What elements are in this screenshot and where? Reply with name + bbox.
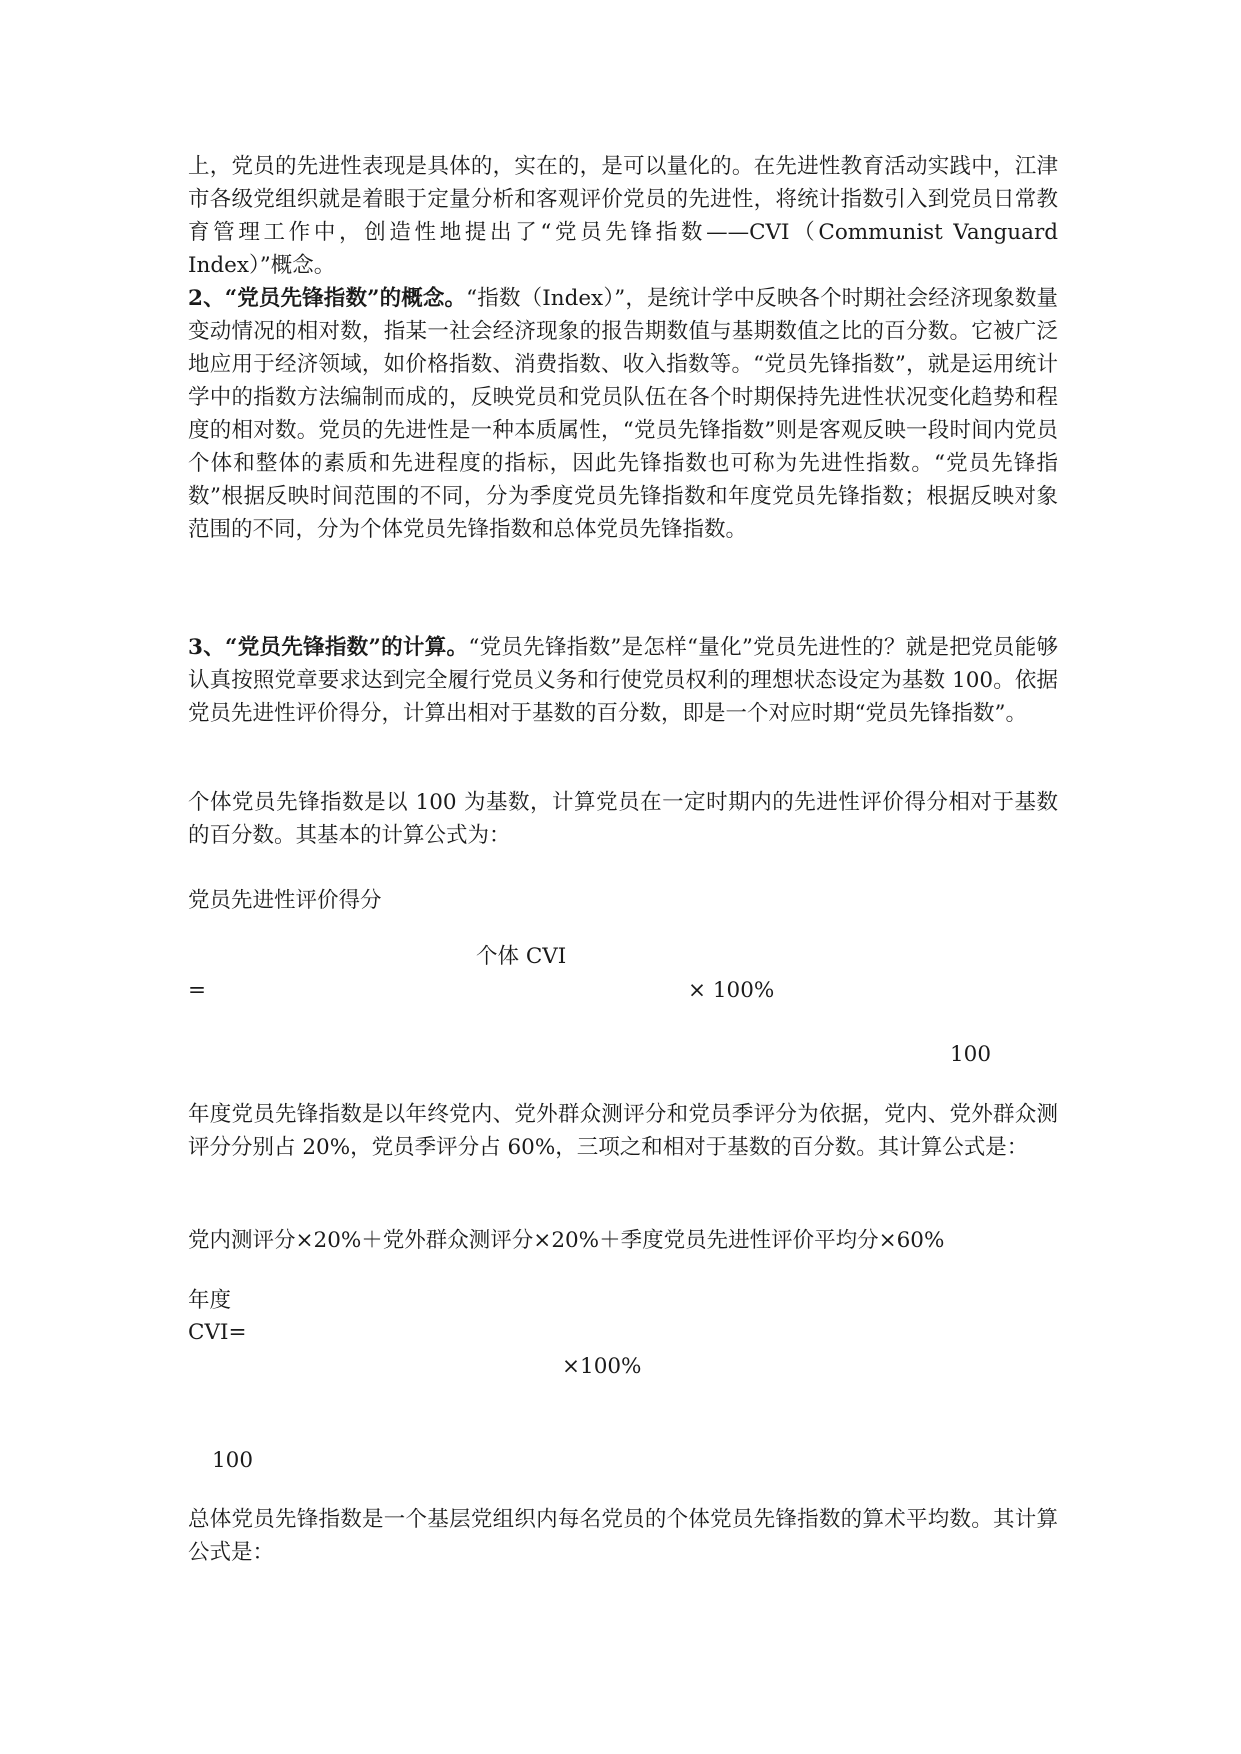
paragraph-calculation-body: “党员先锋指数”是怎样“量化”党员先进性的？就是把党员能够认真按照党章要求达到完全履行党员义务和行使党员权利的理想状态设定为基数 100。依据党员先进性评价得分，计算出相对于基数的百分数，即是一个对应时期“党员先锋指数”。: [188, 635, 1058, 726]
section-heading-concept: 2、“党员先锋指数”的概念。: [188, 286, 467, 311]
formula1-numerator: 党员先进性评价得分: [188, 888, 382, 913]
formula2-times: ×100%: [562, 1354, 642, 1379]
formula1-equals: =: [188, 978, 207, 1003]
paragraph-concept: [188, 282, 1058, 546]
formula1-times: × 100%: [688, 978, 775, 1003]
formula2-lhs-line2: CVI=: [188, 1320, 247, 1345]
paragraph-concept-body: “指数（Index）”，是统计学中反映各个时期社会经济现象数量变动情况的相对数，指某一社会经济现象的报告期数值与基期数值之比的百分数。它被广泛地应用于经济领域，如价格指数、消费指数、收入指数等。“党员先锋指数”，就是运用统计学中的指数方法编制而成的，反映党员和党员队伍在各个时期保持先进性状况变化趋势和程度的相对数。党员的先进性是一种本质属性，“党员先锋指数”则是客观反映一段时间内党员个体和整体的素质和先进程度的指标，因此先锋指数也可称为先进性指数。“党员先锋指数”根据反映时间范围的不同，分为季度党员先锋指数和年度党员先锋指数；根据反映对象范围的不同，分为个体党员先锋指数和总体党员先锋指数。: [188, 286, 1059, 542]
formula2-denominator: 100: [212, 1448, 254, 1473]
section-heading-calculation: 3、“党员先锋指数”的计算。: [188, 635, 469, 660]
paragraph-total-cvi: 总体党员先锋指数是一个基层党组织内每名党员的个体党员先锋指数的算术平均数。其计算公式是：: [188, 1507, 1058, 1565]
paragraph-intro: 上，党员的先进性表现是具体的，实在的，是可以量化的。在先进性教育活动实践中，江津市各级党组织就是着眼于定量分析和客观评价党员的先进性，将统计指数引入到党员日常教育管理工作中，创造性地提出了“党员先锋指数——CVI（Communist Vanguard Index）”概念。: [188, 154, 1058, 278]
formula1-lhs-label: 个体 CVI: [476, 944, 567, 969]
paragraph-annual-cvi: 年度党员先锋指数是以年终党内、党外群众测评分和党员季评分为依据，党内、党外群众测评分分别占 20%，党员季评分占 60%，三项之和相对于基数的百分数。其计算公式是：: [188, 1102, 1058, 1160]
formula2-lhs-line1: 年度: [188, 1288, 232, 1313]
formula2-numerator: 党内测评分×20%＋党外群众测评分×20%＋季度党员先进性评价平均分×60%: [188, 1228, 945, 1253]
formula1-denominator: 100: [950, 1042, 992, 1067]
paragraph-calculation: [188, 631, 1058, 730]
paragraph-individual-cvi: 个体党员先锋指数是以 100 为基数，计算党员在一定时期内的先进性评价得分相对于基数的百分数。其基本的计算公式为：: [188, 790, 1058, 848]
